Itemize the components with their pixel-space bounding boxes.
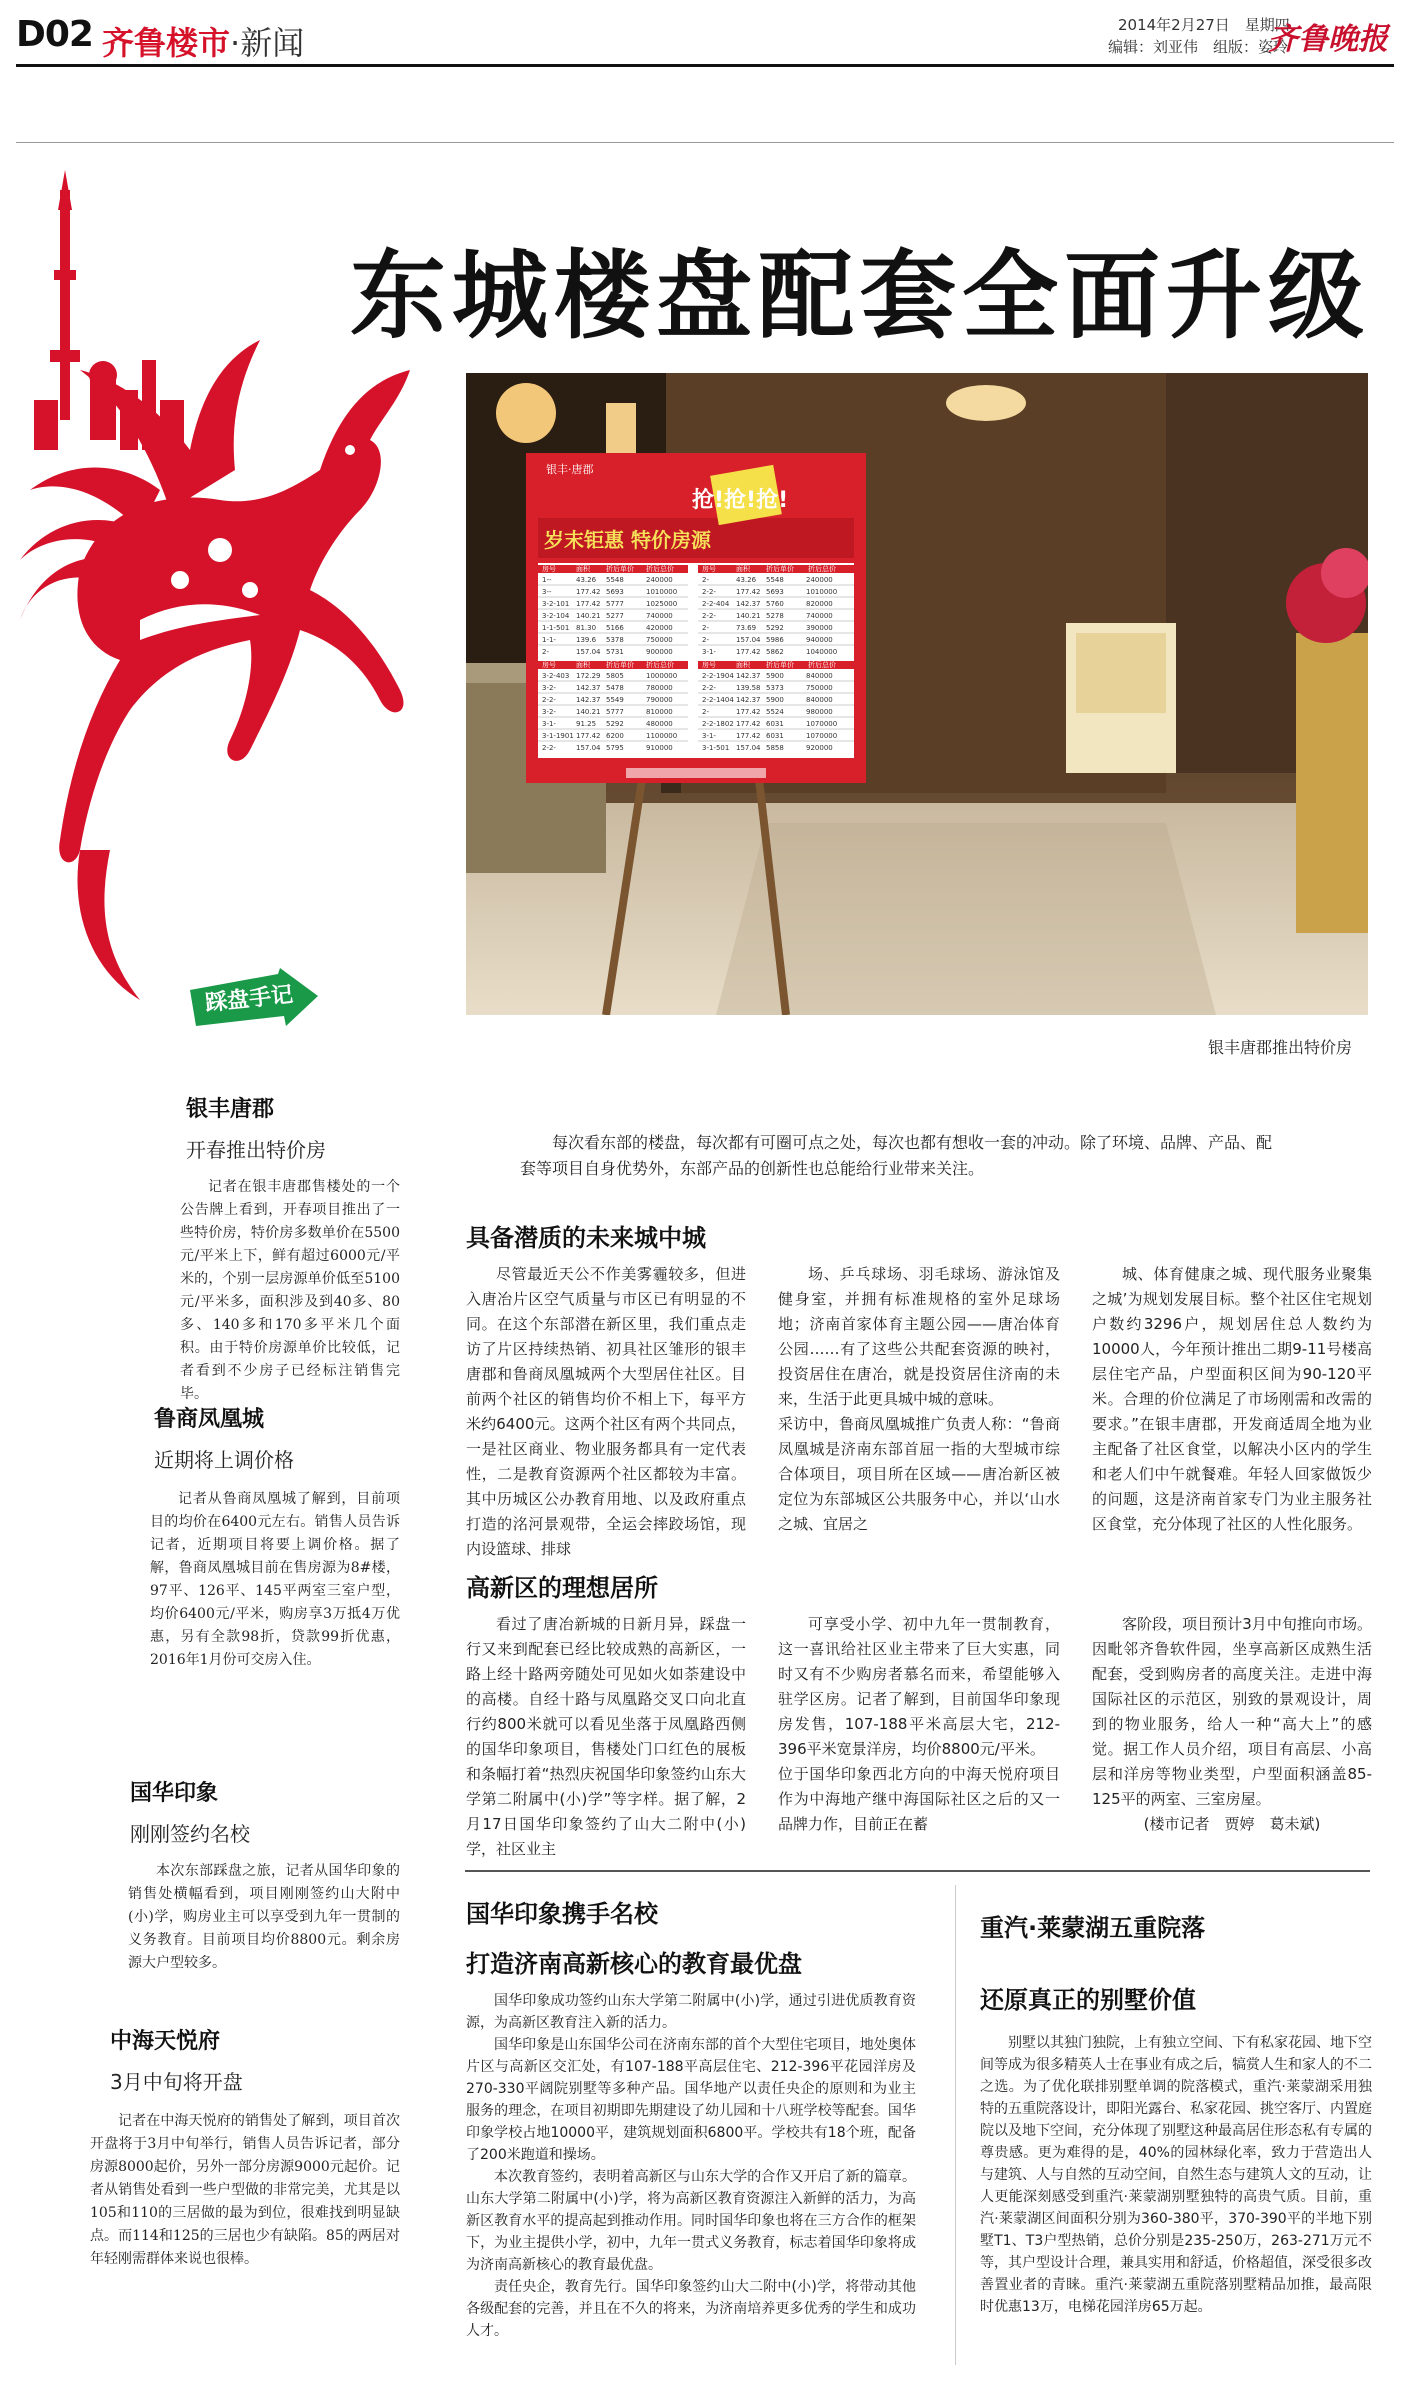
box2-body: 别墅以其独门独院，上有独立空间、下有私家花园、地下空间等成为很多精英人士在事业有成之后，犒赏人生和家人的不二之选。为了优化联排别墅单调的院落模式，重汽·莱蒙湖采用独特的五重院落设计，即阳光露台、私家花园、挑空客厅、内置庭院以及地下空间，充分体现了别墅这种最高居住形态私有专属的尊贵感。更为难得的是，40%的园林绿化率，致力于营造出人与建筑、人与自然的互动空间，自然生态与建筑人文的互动，让人更能深刻感受到重汽·莱蒙湖别墅独特的高贵气质。目前，重汽·莱蒙湖区间面积分别为360-380平，370-390平的半地下别墅T1、T3户型热销，总价分别是235-250万，263-271万元不等，其户型设计合理，兼具实用和舒适，价格超值，深受很多改善置业者的青睐。重汽·莱蒙湖五重院落别墅精品加推，最高限时优惠13万，电梯花园洋房65万起。	[980, 2035, 1372, 2315]
board-cell: 177.42	[576, 732, 601, 740]
board-cell: 5760	[766, 600, 784, 608]
board-cell: 940000	[806, 636, 833, 644]
sidebar-body-2: 记者从鲁商凤凰城了解到，目前项目的均价在6400元左右。销售人员告诉记者，近期项目将要上调价格。据了解，鲁商凤凰城目前在售房源为8#楼，97平、126平、145平两室三室户型，均价6400元/平米，购房享3万抵4万优惠，另有全款98折，贷款99折优惠，2016年1月份可交房入住。	[150, 1491, 400, 1668]
sidebar-subtitle-2: 近期将上调价格	[154, 1448, 294, 1472]
board-cell: 177.42	[736, 708, 761, 716]
board-cell: 5795	[606, 744, 624, 752]
issue-date: 2014年2月27日 星期四	[1118, 16, 1290, 34]
board-cell: 840000	[806, 696, 833, 704]
board-cell: 5693	[606, 588, 624, 596]
board-cell: 3-1-	[702, 648, 716, 656]
board-cell: 172.29	[576, 672, 601, 680]
board-cell: 5693	[766, 588, 784, 596]
svg-text:面积: 面积	[576, 565, 590, 573]
board-cell: 420000	[646, 624, 673, 632]
section1-col1: 尽管最近天公不作美雾霾较多，但进入唐冶片区空气质量与市区已有明显的不同。在这个东部潜在新区里，我们重点走访了片区持续热销、初具社区雏形的银丰唐郡和鲁商凤凰城两个大型居住社区。目前两个社区的销售均价不相上下，每平方米约6400元。这两个社区有两个共同点，一是社区商业、物业服务都具有一定代表性，二是教育资源两个社区都较为丰富。其中历城区公办教育用地、以及政府重点打造的洺河景观带，全运会摔跤场馆，现内设篮球、排球	[466, 1265, 746, 1558]
board-cell: 480000	[646, 720, 673, 728]
board-cell: 139.6	[576, 636, 597, 644]
board-cell: 177.42	[736, 732, 761, 740]
section-dot: ·	[230, 24, 241, 62]
board-cell: 920000	[806, 744, 833, 752]
board-cell: 810000	[646, 708, 673, 716]
board-cell: 3-1-1901	[542, 732, 574, 740]
board-cell: 5524	[766, 708, 784, 716]
svg-text:折后单价: 折后单价	[606, 661, 634, 669]
board-cell: 240000	[646, 576, 673, 584]
board-cell: 140.21	[576, 612, 601, 620]
board-cell: 1070000	[806, 720, 838, 728]
board-cell: 142.37	[736, 696, 761, 704]
section2-heading: 高新区的理想居所	[466, 1574, 658, 1602]
section2-col3: 客阶段，项目预计3月中旬推向市场。因毗邻齐鲁软件园，坐享高新区成熟生活配套，受到购房者的高度关注。走进中海国际社区的示范区，别致的景观设计，周到的物业服务，给人一种“高大上”的感觉。据工作人员介绍，项目有高层、小高层和洋房等物业类型，户型面积涵盖85-125平的两室、三室房屋。 (楼市记者 贾婷 葛未斌)	[1092, 1612, 1372, 1837]
board-cell: 3-2-101	[542, 600, 570, 608]
box2-heading: 重汽·莱蒙湖五重院落	[980, 1914, 1206, 1942]
header-thin-rule	[16, 142, 1394, 143]
board-cell: 91.25	[576, 720, 597, 728]
board-cell: 3-2-	[542, 708, 556, 716]
board-cell: 5277	[606, 612, 624, 620]
box-divider	[465, 1870, 1370, 1872]
board-cell: 3-2-403	[542, 672, 570, 680]
section2-byline: (楼市记者 贾婷 葛未斌)	[1143, 1815, 1321, 1833]
board-cell: 1-1-501	[542, 624, 570, 632]
board-cell: 1100000	[646, 732, 678, 740]
sidebar-title-3: 国华印象	[130, 1781, 219, 1806]
board-slogan: 抢!抢!抢!	[692, 488, 789, 513]
sidebar-title-4: 中海天悦府	[110, 2029, 221, 2054]
board-cell: 5292	[606, 720, 624, 728]
svg-text:面积: 面积	[736, 661, 750, 669]
board-cell: 5548	[766, 576, 784, 584]
board-cell: 3-2-	[542, 684, 556, 692]
board-cell: 2-	[702, 636, 709, 644]
board-cell: 5986	[766, 636, 784, 644]
svg-text:折后总价: 折后总价	[808, 661, 836, 669]
board-cell: 140.21	[576, 708, 601, 716]
page-number: D02	[16, 14, 93, 55]
board-cell: 820000	[806, 600, 833, 608]
board-cell: 1025000	[646, 600, 678, 608]
board-cell: 43.26	[736, 576, 757, 584]
board-cell: 2-	[702, 624, 709, 632]
section-title	[102, 18, 304, 64]
board-cell: 6031	[766, 732, 784, 740]
board-cell: 750000	[806, 684, 833, 692]
svg-text:折后单价: 折后单价	[606, 565, 634, 573]
board-cell: 2-2-1404	[702, 696, 734, 704]
board-cell: 5478	[606, 684, 624, 692]
lobby-photo	[466, 373, 1368, 1015]
board-cell: 790000	[646, 696, 673, 704]
board-cell: 1010000	[646, 588, 678, 596]
board-cell: 73.69	[736, 624, 757, 632]
board-cell: 780000	[646, 684, 673, 692]
sidebar-subtitle-4: 3月中旬将开盘	[110, 2070, 243, 2094]
sidebar-body-4: 记者在中海天悦府的销售处了解到，项目首次开盘将于3月中旬举行，销售人员告诉记者，部分房源8000起价，另外一部分房源9000元起价。记者从销售处看到一些户型做的非常完美，尤其是以105和110的三居做的最为到位，很难找到明显缺点。而114和125的三居也少有缺陷。85的两居对年轻刚需群体来说也很棒。	[90, 2113, 400, 2267]
svg-text:折后总价: 折后总价	[646, 565, 674, 573]
board-cell: 157.04	[576, 744, 601, 752]
svg-text:折后总价: 折后总价	[808, 565, 836, 573]
board-cell: 2-2-	[702, 684, 716, 692]
board-cell: 177.42	[736, 648, 761, 656]
board-cell: 5900	[766, 696, 784, 704]
board-cell: 5731	[606, 648, 624, 656]
section2-col1: 看过了唐冶新城的日新月异，踩盘一行又来到配套已经比较成熟的高新区，一路上经十路两旁随处可见如火如荼建设中的高楼。自经十路与凤凰路交叉口向北直行约800米就可以看见坐落于凤凰路西侧的国华印象项目，售楼处门口红色的展板和条幅打着“热烈庆祝国华印象签约山东大学第二附属中(小)学”等字样。据了解，2月17日国华印象签约了山大二附中(小)学，社区业主	[466, 1615, 746, 1858]
sidebar-title-1: 银丰唐郡	[186, 1097, 275, 1122]
board-cell: 5292	[766, 624, 784, 632]
board-cell: 2-2-1802	[702, 720, 734, 728]
board-cell: 5777	[606, 708, 624, 716]
board-cell: 6200	[606, 732, 624, 740]
newspaper-logo: 齐鲁晚报	[1268, 22, 1388, 57]
board-cell: 900000	[646, 648, 673, 656]
board-cell: 980000	[806, 708, 833, 716]
board-cell: 2-2-	[702, 588, 716, 596]
svg-text:折后总价: 折后总价	[646, 661, 674, 669]
board-badge: 一口价	[788, 486, 837, 505]
board-cell: 2-2-	[542, 696, 556, 704]
board-cell: 750000	[646, 636, 673, 644]
section1-col2: 场、乒乓球场、羽毛球场、游泳馆及健身室，并拥有标准规格的室外足球场地；济南首家体育主题公园——唐冶体育公园……有了这些公共配套资源的映衬，投资居住在唐冶，就是投资居住济南的未来，生活于此更具城中城的意味。 采访中，鲁商凤凰城推广负责人称：“鲁商凤凰城是济南东部首屈一指的大型城市综合体项目，项目所在区域——唐冶新区被定位为东部城区公共服务中心，并以‘山水之城、宜居之	[778, 1265, 1060, 1533]
board-cell: 43.26	[576, 576, 597, 584]
board-cell: 177.42	[576, 588, 601, 596]
svg-text:折后单价: 折后单价	[766, 565, 794, 573]
board-cell: 5373	[766, 684, 784, 692]
board-cell: 5862	[766, 648, 784, 656]
board-cell: 1010000	[806, 588, 838, 596]
editor-credit: 编辑：刘亚伟 组版：姿玲	[1108, 38, 1289, 56]
photo-scene	[466, 373, 1368, 1015]
board-cell: 5858	[766, 744, 784, 752]
board-cell: 5805	[606, 672, 624, 680]
subsection-name: 新闻	[240, 24, 305, 62]
board-cell: 3-1-	[702, 732, 716, 740]
board-cell: 177.42	[576, 600, 601, 608]
board-title: 岁末钜惠 特价房源	[544, 528, 711, 552]
board-cell: 1040000	[806, 648, 838, 656]
board-cell: 5777	[606, 600, 624, 608]
svg-text:房号: 房号	[702, 661, 716, 669]
board-cell: 5549	[606, 696, 624, 704]
board-cell: 2-	[542, 648, 549, 656]
board-cell: 3--	[542, 588, 552, 596]
board-cell: 910000	[646, 744, 673, 752]
svg-text:面积: 面积	[576, 661, 590, 669]
board-cell: 3-2-104	[542, 612, 570, 620]
section1-heading: 具备潜质的未来城中城	[466, 1224, 706, 1252]
board-cell: 177.42	[736, 720, 761, 728]
board-cell: 177.42	[736, 588, 761, 596]
board-brand: 银丰·唐郡	[546, 463, 594, 476]
board-cell: 740000	[646, 612, 673, 620]
box1-subheading: 打造济南高新核心的教育最优盘	[466, 1950, 802, 1978]
board-cell: 140.21	[736, 612, 761, 620]
box1-body: 国华印象成功签约山东大学第二附属中(小)学，通过引进优质教育资源，为高新区教育注入新的活力。 国华印象是山东国华公司在济南东部的首个大型住宅项目，地处奥体片区与高新区交汇处，有107-188平高层住宅、212-396平花园洋房及270-330平阔院别墅等多种产品。国华地产以责任央企的原则和为业主服务的理念，在项目初期即先期建设了幼儿园和十八班学校等配套。国华印象学校占地10000平，建筑规划面积6800平。学校共有18个班，配备了200米跑道和操场。 本次教育签约，表明着高新区与山东大学的合作又开启了新的篇章。山东大学第二附属中(小)学，将为高新区教育资源注入新鲜的活力，为高新区教育水平的提高起到推动作用。同时国华印象也将在三方合作的框架下，为业主提供小学，初中，九年一贯式义务教育，标志着国华印象将成为济南高新核心的教育最优盘。 责任央企，教育先行。国华印象签约山大二附中(小)学，将带动其他各级配套的完善，并且在不久的将来，为济南培养更多优秀的学生和成功人才。	[466, 1993, 916, 2339]
board-cell: 740000	[806, 612, 833, 620]
board-cell: 142.37	[576, 684, 601, 692]
box-column-divider	[955, 1885, 956, 2365]
board-cell: 157.04	[736, 744, 761, 752]
box2-subheading: 还原真正的别墅价值	[980, 1986, 1196, 2014]
board-cell: 2-2-1904	[702, 672, 734, 680]
sidebar-subtitle-1: 开春推出特价房	[186, 1138, 326, 1162]
board-cell: 1--	[542, 576, 552, 584]
board-cell: 840000	[806, 672, 833, 680]
board-cell: 5278	[766, 612, 784, 620]
board-cell: 5378	[606, 636, 624, 644]
board-cell: 6031	[766, 720, 784, 728]
board-cell: 142.37	[736, 672, 761, 680]
svg-text:房号: 房号	[542, 565, 556, 573]
sidebar-body-3: 本次东部踩盘之旅，记者从国华印象的销售处横幅看到，项目刚刚签约山大附中(小)学，购房业主可以享受到九年一贯制的义务教育。目前项目均价8800元。剩余房源大户型较多。	[128, 1863, 400, 1971]
board-cell: 240000	[806, 576, 833, 584]
sidebar-title-2: 鲁商凤凰城	[154, 1407, 265, 1432]
board-cell: 390000	[806, 624, 833, 632]
board-cell: 142.37	[576, 696, 601, 704]
board-cell: 139.58	[736, 684, 761, 692]
section1-col3: 城、体育健康之城、现代服务业聚集之城’为规划发展目标。整个社区住宅规划户数约3296户，规划居住总人数约为10000人，今年预计推出二期9-11号楼高层住宅产品，户型面积区间为90-120平米。合理的价位满足了市场刚需和改需的要求。”在银丰唐郡，开发商适周全地为业主配备了社区食堂，以解决小区内的学生和老人们中午就餐难。年轻人回家做饭少的问题，这是济南首家专门为业主服务社区食堂，充分体现了社区的人性化服务。	[1092, 1265, 1372, 1533]
board-cell: 3-1-	[542, 720, 556, 728]
photo-caption: 银丰唐郡推出特价房	[1208, 1038, 1353, 1057]
box1-heading: 国华印象携手名校	[466, 1900, 658, 1928]
board-cell: 157.04	[576, 648, 601, 656]
board-cell: 2-2-404	[702, 600, 730, 608]
stamp-label: 踩盘手记	[204, 982, 295, 1017]
board-cell: 157.04	[736, 636, 761, 644]
board-cell: 81.30	[576, 624, 597, 632]
svg-text:房号: 房号	[542, 661, 556, 669]
board-cell: 1000000	[646, 672, 678, 680]
board-cell: 2-2-	[542, 744, 556, 752]
board-cell: 1-1-	[542, 636, 556, 644]
sidebar-body-1: 记者在银丰唐郡售楼处的一个公告牌上看到，开春项目推出了一些特价房，特价房多数单价在5500元/平米上下，鲜有超过6000元/平米的，个别一层房源单价低至5100元/平米多，面积涉及到40多、80多、140多和170多平米几个面积。由于特价房源单价比较低，记者看到不少房子已经标注销售完毕。	[180, 1179, 400, 1402]
board-cell: 3-1-501	[702, 744, 730, 752]
headline: 东城楼盘配套全面升级	[350, 240, 1370, 352]
header-rule	[16, 64, 1394, 67]
sidebar-subtitle-3: 刚刚签约名校	[130, 1822, 250, 1846]
board-cell: 5900	[766, 672, 784, 680]
board-cell: 5166	[606, 624, 624, 632]
article-intro: 每次看东部的楼盘，每次都有可圈可点之处，每次也都有想收一套的冲动。除了环境、品牌、产品、配套等项目自身优势外，东部产品的创新性也总能给行业带来关注。	[520, 1133, 1273, 1178]
svg-text:折后单价: 折后单价	[766, 661, 794, 669]
board-cell: 2-2-	[702, 612, 716, 620]
board-cell: 5548	[606, 576, 624, 584]
board-cell: 2-	[702, 708, 709, 716]
section2-col2: 可享受小学、初中九年一贯制教育，这一喜讯给社区业主带来了巨大实惠，同时又有不少购房者慕名而来，希望能够入驻学区房。记者了解到，目前国华印象现房发售，107-188平米高层大宅，212-396平米宽景洋房，均价8800元/平米。 位于国华印象西北方向的中海天悦府项目作为中海地产继中海国际社区之后的又一品牌力作，目前正在蓄	[778, 1615, 1060, 1833]
board-cell: 2-	[702, 576, 709, 584]
board-cell: 142.37	[736, 600, 761, 608]
svg-text:面积: 面积	[736, 565, 750, 573]
svg-text:房号: 房号	[702, 565, 716, 573]
board-cell: 1070000	[806, 732, 838, 740]
section-name: 齐鲁楼市	[102, 24, 231, 62]
